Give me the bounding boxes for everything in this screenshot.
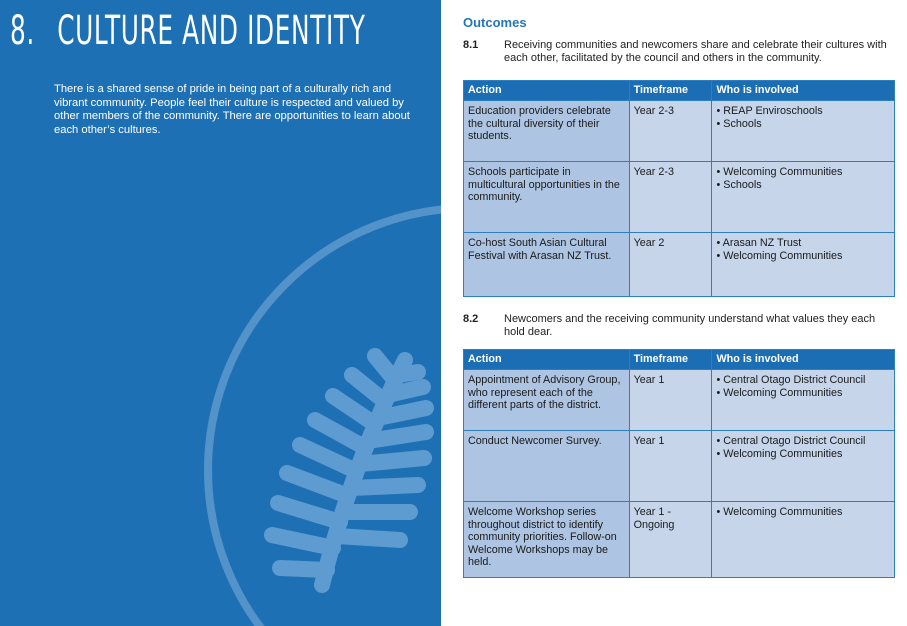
who-item: • Welcoming Communities [716,447,843,460]
chapter-number: 8. [10,8,35,54]
action-cell: Co-host South Asian Cultural Festival with Arasan NZ Trust. [464,233,630,297]
timeframe-cell: Year 1 - Ongoing [629,502,712,578]
who-item: • Schools [716,178,762,191]
action-cell: Welcome Workshop series throughout district to identify community priorities. Follow-on Welcome Workshops may be held. [464,502,630,578]
chapter-heading [10,8,365,54]
action-cell: Schools participate in multicultural opportunities in the community. [464,162,630,233]
outcome-number: 8.1 [463,39,479,51]
action-cell: Education providers celebrate the cultural diversity of their students. [464,101,630,162]
action-table-8-2 [463,349,895,578]
outcome-text: Receiving communities and newcomers share and celebrate their cultures with each other, facilitated by the council and others in the community. [504,39,887,64]
action-table-8-1 [463,80,895,297]
intro-paragraph: There is a shared sense of pride in being part of a culturally rich and vibrant community. People feel their culture is respected and valued by other members of the community. There are opportunities to learn about each other’s cultures. [54,83,410,136]
header-action: Action [464,350,630,370]
table-header-row [464,81,895,101]
who-cell [712,431,895,502]
timeframe-cell: Year 1 [629,431,712,502]
table-header-row [464,350,895,370]
who-item: • Welcoming Communities [716,506,843,518]
table-row [464,162,895,233]
table-row [464,502,895,578]
who-item: • Welcoming Communities [716,386,843,399]
outcomes-heading: Outcomes [463,15,527,30]
who-item: • Schools [716,117,762,130]
outcome-8-2 [463,313,895,338]
header-who: Who is involved [712,350,895,370]
header-timeframe: Timeframe [629,350,712,370]
who-item: • Central Otago District Council [716,435,866,447]
who-item: • REAP Enviroschools [716,105,823,117]
outcome-8-1 [463,39,895,64]
who-cell [712,162,895,233]
timeframe-cell: Year 2-3 [629,162,712,233]
who-item: • Welcoming Communities [716,166,843,178]
action-cell: Conduct Newcomer Survey. [464,431,630,502]
who-item: • Central Otago District Council [716,374,866,386]
outcome-text: Newcomers and the receiving community understand what values they each hold dear. [504,313,876,338]
who-item: • Arasan NZ Trust [716,237,802,249]
left-panel [0,0,441,626]
table-row [464,233,895,297]
table-row [464,431,895,502]
who-cell [712,502,895,578]
who-item: • Welcoming Communities [716,249,843,262]
chapter-title: CULTURE AND IDENTITY [57,8,366,54]
who-cell [712,233,895,297]
timeframe-cell: Year 1 [629,370,712,431]
timeframe-cell: Year 2-3 [629,101,712,162]
header-who: Who is involved [712,81,895,101]
header-action: Action [464,81,630,101]
action-cell: Appointment of Advisory Group, who represent each of the different parts of the district. [464,370,630,431]
table-row [464,370,895,431]
outcome-number: 8.2 [463,313,479,325]
header-timeframe: Timeframe [629,81,712,101]
timeframe-cell: Year 2 [629,233,712,297]
who-cell [712,101,895,162]
who-cell [712,370,895,431]
table-row [464,101,895,162]
right-panel [441,0,907,626]
